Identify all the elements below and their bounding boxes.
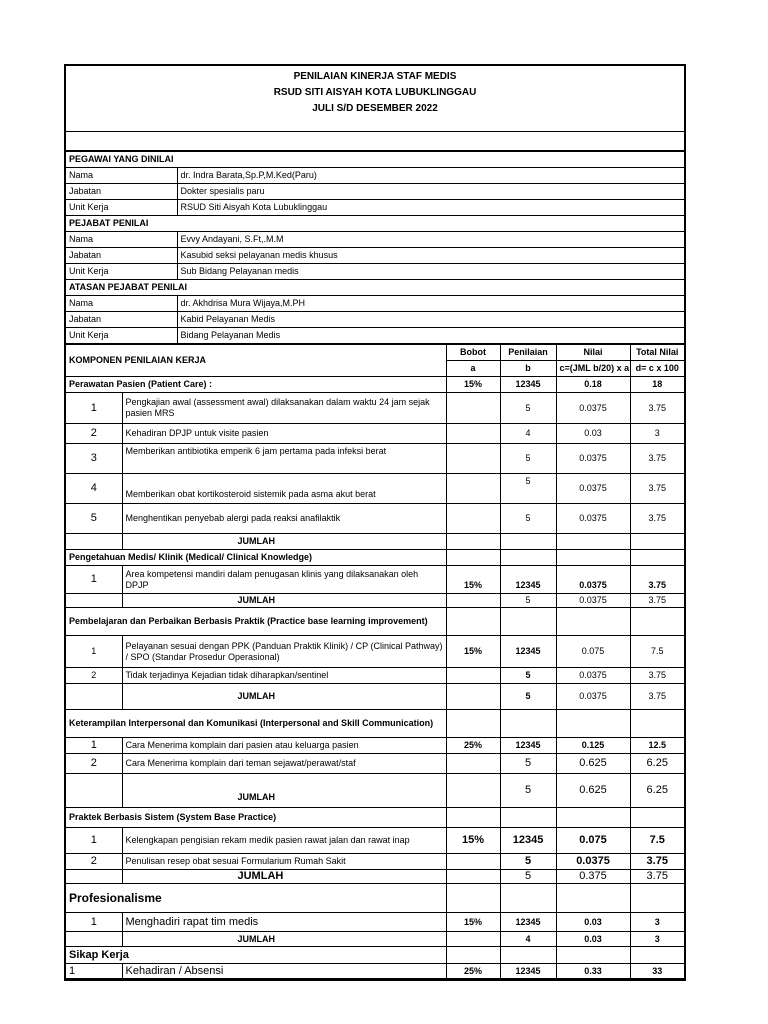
info-value: Evvy Andayani, S.Ft,.M.M bbox=[177, 232, 684, 248]
cell-c: 0.03 bbox=[556, 913, 630, 932]
section-title: Pengetahuan Medis/ Klinik (Medical/ Clinical Knowledge) bbox=[66, 550, 446, 566]
table-row bbox=[66, 754, 684, 774]
jumlah-b: 5 bbox=[500, 774, 556, 808]
cell-d: 3.75 bbox=[630, 504, 684, 534]
sub-c: c=(JML b/20) x a bbox=[556, 361, 630, 377]
table-row bbox=[66, 738, 684, 754]
cell-total: 18 bbox=[630, 377, 684, 393]
empty-cell bbox=[630, 550, 684, 566]
empty-cell bbox=[66, 534, 122, 550]
cell-c: 0.33 bbox=[556, 964, 630, 979]
cell-c: 0.0375 bbox=[556, 668, 630, 684]
cell-d: 3.75 bbox=[630, 474, 684, 504]
row-text: Penulisan resep obat sesuai Formularium Rumah Sakit bbox=[122, 854, 446, 870]
jumlah-row bbox=[66, 870, 684, 884]
row-text: Menghentikan penyebab alergi pada reaksi anafilaktik bbox=[122, 504, 446, 534]
cell-bobot bbox=[446, 424, 500, 444]
jumlah-d: 3 bbox=[630, 932, 684, 947]
jumlah-c: 0.625 bbox=[556, 774, 630, 808]
cell-c: 0.03 bbox=[556, 424, 630, 444]
empty-cell bbox=[556, 947, 630, 964]
cell-d: 12.5 bbox=[630, 738, 684, 754]
cell-c: 0.625 bbox=[556, 754, 630, 774]
row-number: 1 bbox=[66, 913, 122, 932]
jumlah-row bbox=[66, 774, 684, 808]
table-row bbox=[66, 854, 684, 870]
info-label: Nama bbox=[66, 232, 177, 248]
row-number: 1 bbox=[66, 964, 122, 979]
pegawai-heading: PEGAWAI YANG DINILAI bbox=[66, 152, 684, 168]
row-number: 5 bbox=[66, 504, 122, 534]
info-value: Dokter spesialis paru bbox=[177, 184, 684, 200]
empty-cell bbox=[446, 947, 500, 964]
info-label: Unit Kerja bbox=[66, 200, 177, 216]
jumlah-label: JUMLAH bbox=[122, 594, 446, 608]
jumlah-c: 0.375 bbox=[556, 870, 630, 884]
empty-cell bbox=[500, 947, 556, 964]
info-label: Unit Kerja bbox=[66, 264, 177, 280]
row-text: Pengkajian awal (assessment awal) dilaksanakan dalam waktu 24 jam sejak pasien MRS bbox=[122, 393, 446, 424]
table-row bbox=[66, 566, 684, 594]
sub-d: d= c x 100 bbox=[630, 361, 684, 377]
table-row bbox=[66, 668, 684, 684]
empty-cell bbox=[556, 550, 630, 566]
cell-a: 15% bbox=[446, 913, 500, 932]
row-number: 2 bbox=[66, 668, 122, 684]
info-value: Bidang Pelayanan Medis bbox=[177, 328, 684, 344]
jumlah-d: 3.75 bbox=[630, 684, 684, 710]
empty-cell bbox=[630, 947, 684, 964]
row-number: 1 bbox=[66, 393, 122, 424]
empty-cell bbox=[446, 774, 500, 808]
row-number: 4 bbox=[66, 474, 122, 504]
section-title: Keterampilan Interpersonal dan Komunikasi (Interpersonal and Skill Communication) bbox=[66, 710, 446, 738]
info-value: dr. Akhdrisa Mura Wijaya,M.PH bbox=[177, 296, 684, 312]
info-label: Jabatan bbox=[66, 184, 177, 200]
cell-b: 12345 bbox=[500, 636, 556, 668]
komponen-heading: KOMPONEN PENILAIAN KERJA bbox=[66, 345, 446, 377]
info-value: dr. Indra Barata,Sp.P,M.Ked(Paru) bbox=[177, 168, 684, 184]
spacer-row bbox=[66, 132, 684, 151]
row-text: Memberikan antibiotika emperik 6 jam pertama pada infeksi berat bbox=[122, 444, 446, 474]
jumlah-d: 6.25 bbox=[630, 774, 684, 808]
section-title: Pembelajaran dan Perbaikan Berbasis Praktik (Practice base learning improvement) bbox=[66, 608, 446, 636]
jumlah-label: JUMLAH bbox=[122, 774, 446, 808]
cell-a: 25% bbox=[446, 738, 500, 754]
sub-a: a bbox=[446, 361, 500, 377]
empty-cell bbox=[66, 684, 122, 710]
table-row bbox=[66, 504, 684, 534]
cell-nilai: 0.18 bbox=[556, 377, 630, 393]
info-label: Jabatan bbox=[66, 312, 177, 328]
cell-c: 0.075 bbox=[556, 828, 630, 854]
empty-cell bbox=[66, 774, 122, 808]
cell-c: 0.0375 bbox=[556, 474, 630, 504]
col-penilaian: Penilaian bbox=[500, 345, 556, 361]
cell-a: 15% bbox=[446, 828, 500, 854]
title-block bbox=[66, 66, 684, 132]
title-line-3: JULI S/D DESEMBER 2022 bbox=[312, 103, 438, 114]
atasan-heading: ATASAN PEJABAT PENILAI bbox=[66, 280, 684, 296]
row-text: Memberikan obat kortikosteroid sistemik pada asma akut berat bbox=[122, 474, 446, 504]
empty-cell bbox=[500, 550, 556, 566]
info-value: RSUD Siti Aisyah Kota Lubuklinggau bbox=[177, 200, 684, 216]
empty-cell bbox=[630, 808, 684, 828]
row-text: Area kompetensi mandiri dalam penugasan klinis yang dilaksanakan oleh DPJP bbox=[122, 566, 446, 594]
cell-b: 12345 bbox=[500, 964, 556, 979]
cell-bobot: 15% bbox=[446, 377, 500, 393]
score-table bbox=[66, 344, 684, 979]
empty-cell bbox=[446, 550, 500, 566]
cell-c: 0.0375 bbox=[556, 854, 630, 870]
jumlah-label: JUMLAH bbox=[122, 932, 446, 947]
cell-b: 5 bbox=[500, 474, 556, 504]
info-label: Unit Kerja bbox=[66, 328, 177, 344]
jumlah-b: 5 bbox=[500, 594, 556, 608]
empty-cell bbox=[500, 534, 556, 550]
penilai-heading: PEJABAT PENILAI bbox=[66, 216, 684, 232]
table-row bbox=[66, 444, 684, 474]
col-nilai: Nilai bbox=[556, 345, 630, 361]
table-row bbox=[66, 424, 684, 444]
row-number: 1 bbox=[66, 738, 122, 754]
jumlah-row bbox=[66, 684, 684, 710]
empty-cell bbox=[500, 808, 556, 828]
row-number: 2 bbox=[66, 754, 122, 774]
cell-d: 3.75 bbox=[630, 566, 684, 594]
row-number: 1 bbox=[66, 566, 122, 594]
empty-cell bbox=[446, 808, 500, 828]
assessment-sheet bbox=[64, 64, 686, 981]
cell-d: 3 bbox=[630, 424, 684, 444]
cell-a: 15% bbox=[446, 636, 500, 668]
jumlah-row bbox=[66, 594, 684, 608]
cell-b: 5 bbox=[500, 754, 556, 774]
info-value: Kasubid seksi pelayanan medis khusus bbox=[177, 248, 684, 264]
cell-b: 12345 bbox=[500, 738, 556, 754]
title-line-2: RSUD SITI AISYAH KOTA LUBUKLINGGAU bbox=[273, 87, 477, 98]
cell-d: 3.75 bbox=[630, 393, 684, 424]
row-number: 1 bbox=[66, 828, 122, 854]
empty-cell bbox=[446, 710, 500, 738]
cell-b: 4 bbox=[500, 424, 556, 444]
cell-c: 0.0375 bbox=[556, 444, 630, 474]
jumlah-label: JUMLAH bbox=[122, 534, 446, 550]
row-text: Pelayanan sesuai dengan PPK (Panduan Praktik Klinik) / CP (Clinical Pathway) / SPO (Standar Prosedur Operasional) bbox=[122, 636, 446, 668]
jumlah-b: 5 bbox=[500, 870, 556, 884]
cell-b: 5 bbox=[500, 668, 556, 684]
cell-b: 5 bbox=[500, 854, 556, 870]
table-row bbox=[66, 474, 684, 504]
row-number: 3 bbox=[66, 444, 122, 474]
info-value: Sub Bidang Pelayanan medis bbox=[177, 264, 684, 280]
cell-c: 0.125 bbox=[556, 738, 630, 754]
empty-cell bbox=[446, 754, 500, 774]
empty-cell bbox=[446, 608, 500, 636]
row-number: 1 bbox=[66, 636, 122, 668]
jumlah-label: JUMLAH bbox=[122, 870, 446, 884]
row-text: Cara Menerima komplain dari pasien atau keluarga pasien bbox=[122, 738, 446, 754]
cell-bobot bbox=[446, 393, 500, 424]
empty-cell bbox=[446, 870, 500, 884]
empty-cell bbox=[66, 932, 122, 947]
empty-cell bbox=[66, 870, 122, 884]
info-table bbox=[66, 151, 684, 344]
jumlah-c: 0.0375 bbox=[556, 594, 630, 608]
empty-cell bbox=[446, 594, 500, 608]
cell-d: 3.75 bbox=[630, 444, 684, 474]
row-number: 2 bbox=[66, 424, 122, 444]
row-text: Menghadiri rapat tim medis bbox=[122, 913, 446, 932]
cell-b: 5 bbox=[500, 504, 556, 534]
cell-bobot bbox=[446, 474, 500, 504]
cell-b: 12345 bbox=[500, 828, 556, 854]
info-label: Nama bbox=[66, 296, 177, 312]
section-title: Perawatan Pasien (Patient Care) : bbox=[66, 377, 446, 393]
cell-c: 0.0375 bbox=[556, 504, 630, 534]
row-text: Kehadiran / Absensi bbox=[122, 964, 446, 979]
cell-b: 12345 bbox=[500, 913, 556, 932]
jumlah-d: 3.75 bbox=[630, 594, 684, 608]
row-text: Kelengkapan pengisian rekam medik pasien rawat jalan dan rawat inap bbox=[122, 828, 446, 854]
empty-cell bbox=[630, 884, 684, 913]
empty-cell bbox=[446, 932, 500, 947]
cell-d: 33 bbox=[630, 964, 684, 979]
cell-d: 6.25 bbox=[630, 754, 684, 774]
empty-cell bbox=[446, 854, 500, 870]
empty-cell bbox=[500, 710, 556, 738]
cell-d: 3.75 bbox=[630, 854, 684, 870]
info-label: Nama bbox=[66, 168, 177, 184]
cell-penilaian: 12345 bbox=[500, 377, 556, 393]
row-text: Cara Menerima komplain dari teman sejawat/perawat/staf bbox=[122, 754, 446, 774]
cell-c: 0.0375 bbox=[556, 566, 630, 594]
section-title: Profesionalisme bbox=[66, 884, 446, 913]
col-total: Total Nilai bbox=[630, 345, 684, 361]
jumlah-b: 5 bbox=[500, 684, 556, 710]
col-bobot: Bobot bbox=[446, 345, 500, 361]
section-title: Praktek Berbasis Sistem (System Base Practice) bbox=[66, 808, 446, 828]
table-row bbox=[66, 964, 684, 979]
empty-cell bbox=[556, 808, 630, 828]
table-row bbox=[66, 913, 684, 932]
cell-d: 3.75 bbox=[630, 668, 684, 684]
cell-c: 0.075 bbox=[556, 636, 630, 668]
row-number: 2 bbox=[66, 854, 122, 870]
jumlah-label: JUMLAH bbox=[122, 684, 446, 710]
empty-cell bbox=[630, 608, 684, 636]
table-row bbox=[66, 636, 684, 668]
cell-a: 15% bbox=[446, 566, 500, 594]
empty-cell bbox=[556, 884, 630, 913]
table-row bbox=[66, 393, 684, 424]
cell-b: 5 bbox=[500, 444, 556, 474]
empty-cell bbox=[556, 608, 630, 636]
jumlah-b: 4 bbox=[500, 932, 556, 947]
empty-cell bbox=[446, 534, 500, 550]
jumlah-d: 3.75 bbox=[630, 870, 684, 884]
cell-b: 5 bbox=[500, 393, 556, 424]
table-row bbox=[66, 828, 684, 854]
empty-cell bbox=[556, 534, 630, 550]
empty-cell bbox=[630, 710, 684, 738]
cell-b: 12345 bbox=[500, 566, 556, 594]
title-line-1: PENILAIAN KINERJA STAF MEDIS bbox=[293, 71, 457, 82]
jumlah-c: 0.03 bbox=[556, 932, 630, 947]
row-text: Kehadiran DPJP untuk visite pasien bbox=[122, 424, 446, 444]
cell-d: 7.5 bbox=[630, 636, 684, 668]
empty-cell bbox=[500, 608, 556, 636]
empty-cell bbox=[66, 594, 122, 608]
sub-b: b bbox=[500, 361, 556, 377]
info-value: Kabid Pelayanan Medis bbox=[177, 312, 684, 328]
row-text: Tidak terjadinya Kejadian tidak diharapkan/sentinel bbox=[122, 668, 446, 684]
cell-a: 25% bbox=[446, 964, 500, 979]
jumlah-row bbox=[66, 932, 684, 947]
jumlah-c: 0.0375 bbox=[556, 684, 630, 710]
info-label: Jabatan bbox=[66, 248, 177, 264]
cell-bobot bbox=[446, 444, 500, 474]
empty-cell bbox=[446, 668, 500, 684]
empty-cell bbox=[556, 710, 630, 738]
empty-cell bbox=[446, 884, 500, 913]
empty-cell bbox=[630, 534, 684, 550]
empty-cell bbox=[446, 684, 500, 710]
cell-d: 7.5 bbox=[630, 828, 684, 854]
cell-c: 0.0375 bbox=[556, 393, 630, 424]
section-title: Sikap Kerja bbox=[66, 947, 446, 964]
cell-d: 3 bbox=[630, 913, 684, 932]
cell-bobot bbox=[446, 504, 500, 534]
jumlah-row bbox=[66, 534, 684, 550]
empty-cell bbox=[500, 884, 556, 913]
